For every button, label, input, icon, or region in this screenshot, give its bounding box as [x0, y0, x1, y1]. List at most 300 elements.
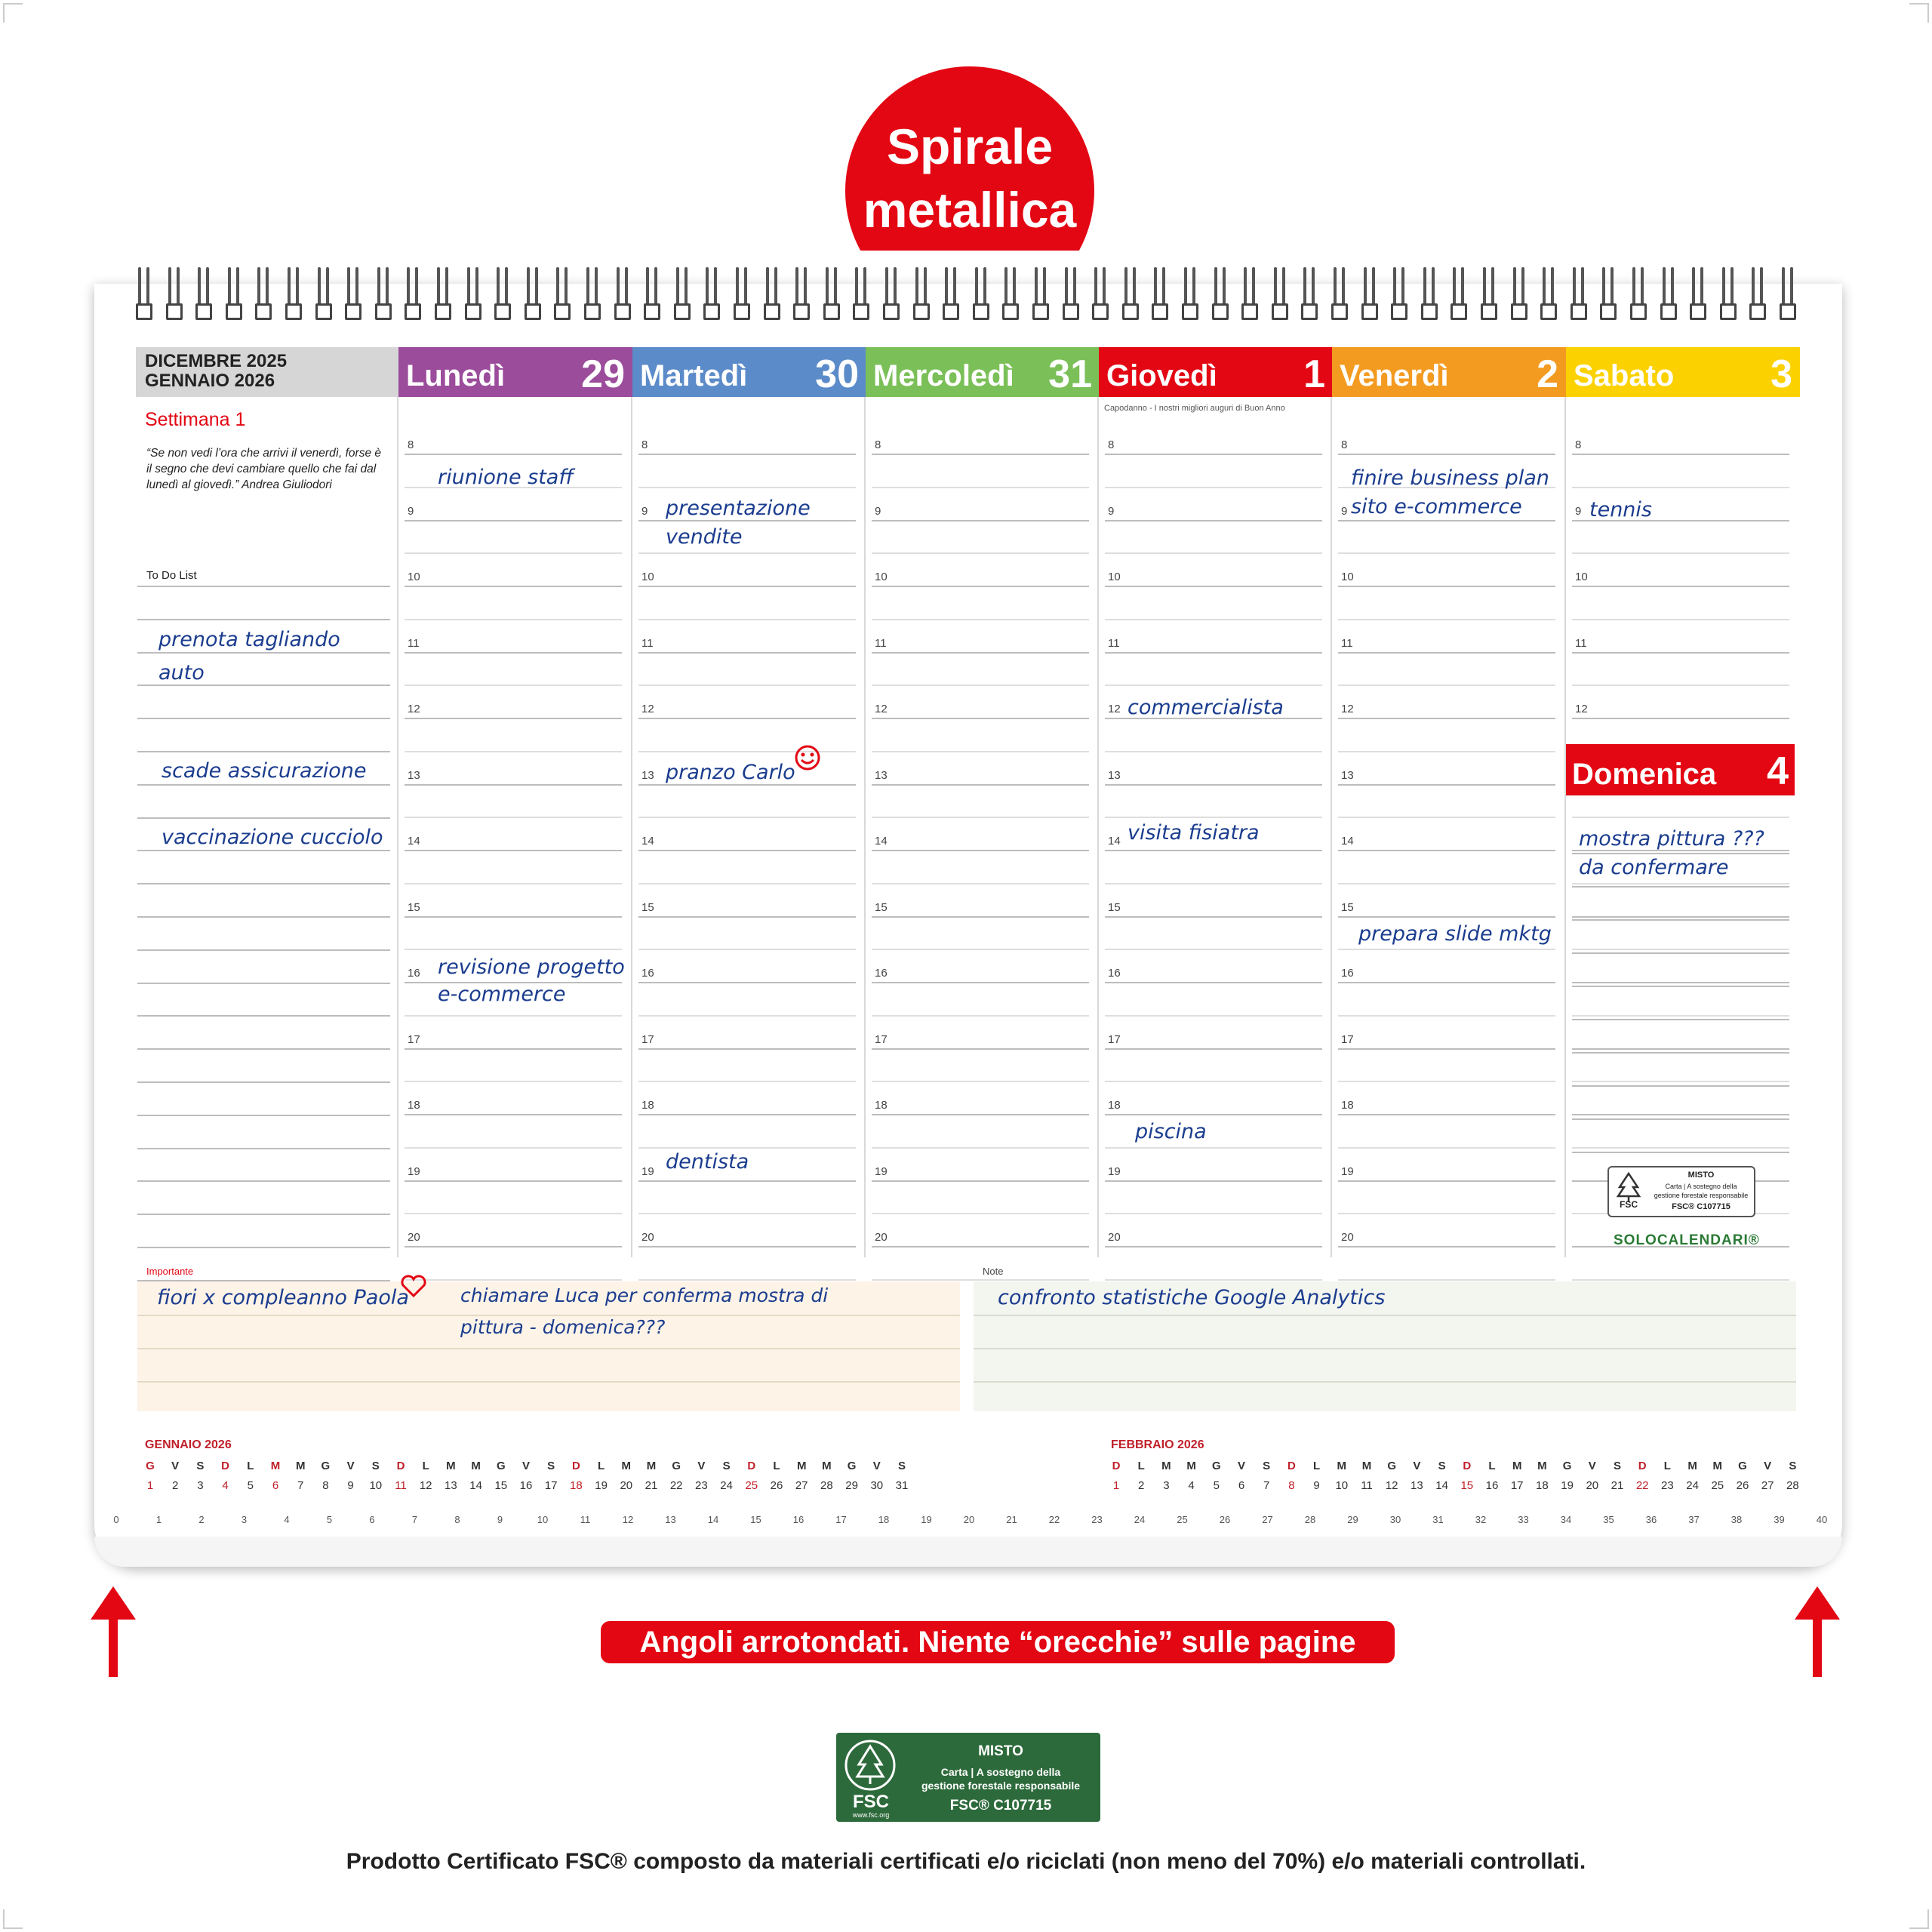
- weekday-letter: M: [446, 1460, 456, 1472]
- hour-line: [872, 487, 1089, 488]
- date-number: 13: [1411, 1479, 1423, 1492]
- ruler-tick: 32: [1475, 1514, 1487, 1525]
- todo-note: prenota tagliando: [158, 628, 340, 651]
- spiral-coil: [136, 266, 154, 331]
- hour-label: 13: [641, 768, 654, 782]
- hour-line: [872, 784, 1089, 786]
- fsc-code: FSC® C107715: [949, 1798, 1052, 1814]
- ruler-band: [94, 1537, 1842, 1567]
- hour-line: [1572, 982, 1789, 983]
- hour-line: [1572, 949, 1789, 950]
- weekday-letter: S: [897, 1460, 906, 1472]
- day-number: 29: [581, 352, 625, 396]
- hour-line: [1338, 817, 1555, 818]
- hour-line: [405, 619, 622, 620]
- handwritten-note: sito e-commerce: [1351, 495, 1522, 518]
- hour-line: [1572, 1048, 1789, 1050]
- hour-line: [1338, 552, 1555, 554]
- hour-line: [638, 1246, 856, 1247]
- ruler-tick: 28: [1304, 1514, 1316, 1525]
- hour-label: 14: [1108, 835, 1121, 848]
- date-number: 23: [695, 1479, 708, 1492]
- hour-line: [1105, 1213, 1322, 1214]
- spiral-coil: [614, 266, 632, 331]
- spiral-coil: [764, 266, 782, 331]
- date-number: 12: [1385, 1479, 1398, 1492]
- handwritten-note: commercialista: [1128, 696, 1284, 719]
- fsc-text: gestione forestale responsabile: [1654, 1192, 1749, 1199]
- hour-label: 17: [875, 1032, 888, 1046]
- day-number: 3: [1770, 352, 1792, 396]
- hour-line: [405, 685, 622, 686]
- date-number: 8: [1288, 1479, 1295, 1492]
- hour-line: [405, 586, 622, 587]
- corner-mark: [3, 1909, 23, 1929]
- column-separator: [864, 397, 866, 1257]
- ruler-tick: 39: [1774, 1514, 1785, 1525]
- hour-line: [1572, 817, 1789, 818]
- hour-label: 18: [641, 1099, 654, 1112]
- hour-line: [405, 817, 622, 818]
- sunday-line: [1572, 919, 1789, 921]
- hour-line: [1572, 883, 1789, 884]
- ruler-tick: 24: [1134, 1514, 1146, 1525]
- spiral-coil: [1241, 266, 1260, 331]
- hour-line: [872, 1114, 1089, 1115]
- corner-mark: [1909, 1909, 1929, 1929]
- hour-line: [405, 1114, 622, 1115]
- mini-calendar-weekdays: [1105, 1460, 1860, 1475]
- hour-line: [405, 1147, 622, 1149]
- hour-line: [638, 1114, 856, 1115]
- handwritten-note: finire business plan: [1351, 466, 1549, 490]
- spiral-coil: [793, 266, 811, 331]
- weekday-letter: S: [1438, 1460, 1446, 1472]
- ruler-tick: 35: [1603, 1514, 1614, 1525]
- hour-label: 20: [875, 1231, 888, 1244]
- hour-line: [638, 1081, 856, 1082]
- spiral-coil: [674, 266, 692, 331]
- day-name: Venerdì: [1340, 359, 1449, 392]
- column-separator: [1331, 397, 1332, 1257]
- date-number: 31: [895, 1479, 909, 1492]
- hour-line: [1338, 685, 1555, 686]
- hour-label: 14: [408, 835, 420, 848]
- ruler-tick: 7: [411, 1514, 418, 1525]
- hour-line: [1105, 552, 1322, 554]
- hour-label: 8: [1575, 438, 1582, 451]
- date-number: 2: [1138, 1479, 1145, 1492]
- hour-line: [405, 751, 622, 752]
- hour-label: 18: [875, 1099, 888, 1112]
- weekday-letter: V: [1413, 1460, 1421, 1472]
- important-line: [137, 1348, 960, 1349]
- date-number: 30: [870, 1479, 884, 1492]
- spiral-coil: [1272, 266, 1290, 331]
- date-number: 1: [146, 1479, 154, 1492]
- date-number: 11: [1361, 1479, 1373, 1492]
- hour-line: [1105, 850, 1322, 851]
- todo-line: [137, 916, 390, 918]
- quote: “Se non vedi l’ora che arrivi il venerdì, forse è il segno che devi cambiare quello che fai dal lunedì al giovedì.” Andrea Giuliodori: [146, 447, 382, 491]
- column-separator: [397, 397, 398, 1257]
- date-number: 20: [1586, 1479, 1599, 1492]
- handwritten-note: piscina: [1135, 1120, 1207, 1143]
- hour-line: [1338, 784, 1555, 786]
- spiral-coil: [703, 266, 721, 331]
- hour-label: 9: [1108, 504, 1115, 518]
- hour-label: 15: [1108, 900, 1121, 914]
- weekday-letter: G: [672, 1460, 681, 1472]
- weekday-letter: G: [321, 1460, 331, 1472]
- ruler-tick: 5: [326, 1514, 333, 1525]
- date-number: 10: [369, 1479, 383, 1492]
- date-number: 26: [770, 1479, 783, 1492]
- month-label-2: GENNAIO 2026: [145, 371, 275, 391]
- handwritten-note: prepara slide mktg: [1358, 922, 1552, 946]
- todo-line: [137, 1180, 390, 1182]
- spiral-coil: [1780, 266, 1798, 331]
- weekday-letter: M: [471, 1460, 481, 1472]
- hour-line: [405, 1279, 622, 1281]
- weekday-letter: V: [346, 1460, 355, 1472]
- ruler-tick: 36: [1645, 1514, 1657, 1525]
- date-number: 14: [1435, 1479, 1448, 1492]
- hour-line: [1338, 850, 1555, 851]
- hour-line: [1338, 1180, 1555, 1182]
- spiral-coil: [255, 266, 273, 331]
- date-number: 3: [1163, 1479, 1170, 1492]
- todo-line: [137, 883, 390, 884]
- weekday-letter: M: [295, 1460, 306, 1472]
- hour-line: [638, 1048, 856, 1050]
- date-number: 14: [469, 1479, 482, 1492]
- handwritten-note: dentista: [666, 1150, 749, 1174]
- hour-label: 10: [408, 571, 420, 583]
- hour-label: 10: [641, 571, 654, 583]
- hour-line: [1105, 1114, 1322, 1115]
- hour-line: [405, 652, 622, 654]
- weekday-letter: L: [247, 1460, 254, 1472]
- date-number: 19: [595, 1479, 608, 1492]
- brand-logo: SOLOCALENDARI®: [1614, 1232, 1760, 1248]
- ruler-tick: 15: [750, 1514, 761, 1525]
- hour-line: [1105, 949, 1322, 950]
- corner-mark: [1909, 3, 1929, 23]
- spiral-coil: [465, 266, 483, 331]
- date-number: 17: [544, 1479, 558, 1492]
- hour-label: 12: [641, 703, 654, 715]
- spiral-coil: [494, 266, 512, 331]
- day-name: Sabato: [1574, 359, 1675, 392]
- hour-line: [872, 883, 1089, 884]
- weekday-letter: G: [496, 1460, 506, 1472]
- hour-line: [1338, 1213, 1555, 1214]
- date-number: 5: [1213, 1479, 1220, 1492]
- weekday-letter: M: [1712, 1460, 1723, 1472]
- ruler-tick: 13: [665, 1514, 676, 1525]
- hour-line: [638, 850, 856, 851]
- hour-line: [638, 685, 856, 686]
- hour-line: [1572, 1114, 1789, 1115]
- hour-line: [1572, 454, 1789, 455]
- ruler-tick: 14: [707, 1514, 719, 1525]
- todo-line: [137, 850, 390, 851]
- handwritten-note: confronto statistiche Google Analytics: [998, 1286, 1386, 1309]
- month-label-1: DICEMBRE 2025: [145, 351, 288, 371]
- weekday-letter: M: [621, 1460, 632, 1472]
- mini-calendar-weekdays: [139, 1460, 906, 1475]
- ruler-tick: 16: [792, 1514, 804, 1525]
- hour-label: 17: [641, 1032, 654, 1046]
- hour-label: 16: [408, 967, 420, 980]
- hour-label: 15: [875, 900, 888, 914]
- hour-label: 13: [875, 768, 888, 782]
- date-number: 25: [1711, 1479, 1724, 1492]
- date-number: 20: [620, 1479, 633, 1492]
- hour-label: 15: [1341, 900, 1354, 914]
- spiral-coil: [435, 266, 453, 331]
- note-label: Note: [983, 1266, 1004, 1277]
- hour-line: [1105, 520, 1322, 521]
- todo-line: [137, 1214, 390, 1215]
- spiral-coil: [1122, 266, 1140, 331]
- spiral-badge-text: [845, 115, 1094, 242]
- date-number: 1: [1112, 1479, 1120, 1492]
- hour-line: [1572, 487, 1789, 488]
- handwritten-note: chiamare Luca per conferma mostra di: [460, 1284, 829, 1306]
- spiral-coil: [1511, 266, 1529, 331]
- date-number: 23: [1661, 1479, 1674, 1492]
- sunday-line: [1572, 853, 1789, 854]
- weekday-letter: M: [1512, 1460, 1522, 1472]
- hour-line: [872, 1279, 1089, 1281]
- hour-line: [1105, 619, 1322, 620]
- ruler-tick: 29: [1347, 1514, 1358, 1525]
- weekday-letter: M: [1687, 1460, 1697, 1472]
- weekday-letter: D: [221, 1460, 230, 1472]
- date-number: 25: [745, 1479, 758, 1492]
- hour-label: 12: [1575, 703, 1588, 715]
- weekday-letter: M: [1537, 1460, 1547, 1472]
- ruler-tick: 20: [963, 1514, 975, 1525]
- hour-label: 18: [1108, 1099, 1121, 1112]
- todo-line: [137, 619, 390, 620]
- ruler-tick: 4: [284, 1514, 290, 1525]
- holiday-note: Capodanno - I nostri migliori auguri di Buon Anno: [1104, 404, 1285, 413]
- weekday-letter: L: [1488, 1460, 1496, 1472]
- hour-line: [405, 1048, 622, 1050]
- ruler-tick: 30: [1389, 1514, 1401, 1525]
- date-number: 26: [1736, 1479, 1749, 1492]
- hour-line: [872, 586, 1089, 587]
- hour-label: 16: [1108, 967, 1121, 980]
- hour-label: 12: [875, 703, 888, 715]
- spiral-coil: [823, 266, 841, 331]
- todo-line: [137, 751, 390, 752]
- hour-line: [1338, 619, 1555, 620]
- hour-label: 10: [875, 571, 888, 583]
- spiral-coil: [853, 266, 871, 331]
- month-header: [136, 347, 398, 397]
- spiral-coil: [1092, 266, 1110, 331]
- ruler-tick: 12: [622, 1514, 634, 1525]
- spiral-coil: [883, 266, 901, 331]
- hour-label: 11: [1575, 636, 1587, 650]
- hour-label: 12: [1108, 703, 1121, 715]
- date-number: 10: [1335, 1479, 1349, 1492]
- hour-line: [1105, 1180, 1322, 1182]
- hour-line: [1338, 982, 1555, 983]
- date-number: 12: [419, 1479, 432, 1492]
- hour-line: [1572, 1279, 1789, 1281]
- weekday-letter: V: [1588, 1460, 1596, 1472]
- important-label: Importante: [146, 1266, 194, 1277]
- hour-label: 8: [1108, 438, 1115, 451]
- todo-line: [137, 1015, 390, 1017]
- sunday-line: [1572, 1019, 1789, 1020]
- hour-label: 15: [408, 900, 420, 914]
- hour-line: [1338, 1279, 1555, 1281]
- hour-label: 16: [641, 967, 654, 980]
- spiral-coil: [1361, 266, 1380, 331]
- handwritten-note: pranzo Carlo: [666, 761, 795, 784]
- hour-label: 19: [641, 1164, 654, 1178]
- date-number: 9: [347, 1479, 354, 1492]
- hour-label: 10: [1575, 571, 1588, 583]
- hour-line: [638, 1213, 856, 1214]
- date-number: 8: [322, 1479, 329, 1492]
- spiral-coil: [584, 266, 602, 331]
- spiral-coil: [525, 266, 543, 331]
- weekday-letter: M: [1337, 1460, 1347, 1472]
- spiral-coil: [1182, 266, 1200, 331]
- spiral-coil: [226, 266, 244, 331]
- ruler-tick: 10: [537, 1514, 549, 1525]
- date-number: 6: [1238, 1479, 1245, 1492]
- date-number: 27: [1761, 1479, 1774, 1492]
- todo-line: [137, 586, 390, 587]
- date-number: 22: [1635, 1479, 1649, 1492]
- hour-line: [1105, 751, 1322, 752]
- hour-line: [872, 520, 1089, 521]
- spiral-coil: [1660, 266, 1678, 331]
- weekday-letter: V: [1237, 1460, 1245, 1472]
- weekday-letter: L: [1313, 1460, 1321, 1472]
- hour-label: 8: [875, 438, 881, 451]
- date-number: 4: [1188, 1479, 1195, 1492]
- ruler-tick: 2: [198, 1514, 205, 1525]
- weekday-letter: V: [872, 1460, 881, 1472]
- badge-line-1: Spirale: [886, 118, 1054, 174]
- date-number: 7: [1263, 1479, 1270, 1492]
- weekday-letter: S: [1789, 1460, 1797, 1472]
- day-name: Giovedì: [1106, 359, 1217, 392]
- todo-line: [137, 685, 390, 686]
- hour-line: [872, 1147, 1089, 1149]
- ruler-tick: 26: [1219, 1514, 1231, 1525]
- todo-label: To Do List: [146, 569, 197, 582]
- weekday-letter: M: [796, 1460, 807, 1472]
- sunday-line: [1572, 886, 1789, 888]
- ruler-tick: 3: [241, 1514, 248, 1525]
- hour-line: [1572, 552, 1789, 554]
- spiral-coil: [1690, 266, 1708, 331]
- hour-line: [1338, 1081, 1555, 1082]
- weekday-letter: L: [422, 1460, 429, 1472]
- ruler-tick: 33: [1518, 1514, 1529, 1525]
- hour-label: 12: [408, 703, 420, 715]
- hour-line: [638, 586, 856, 587]
- spiral-coil: [554, 266, 572, 331]
- hour-label: 8: [1341, 438, 1348, 451]
- hour-line: [872, 751, 1089, 752]
- spiral-coil: [1152, 266, 1170, 331]
- hour-line: [1338, 949, 1555, 950]
- smiley-icon: [792, 743, 823, 773]
- hour-label: 20: [1108, 1231, 1121, 1244]
- sunday-line: [1572, 986, 1789, 987]
- hour-line: [638, 1015, 856, 1017]
- weekday-letter: L: [773, 1460, 780, 1472]
- hour-label: 8: [408, 438, 414, 451]
- hour-line: [638, 454, 856, 455]
- handwritten-note: pittura - domenica???: [460, 1316, 666, 1338]
- hour-label: 18: [1341, 1099, 1354, 1112]
- todo-line: [137, 1048, 390, 1050]
- hour-line: [1572, 1147, 1789, 1149]
- weekday-letter: M: [1361, 1460, 1372, 1472]
- note-line: [974, 1348, 1796, 1349]
- hour-label: 11: [1108, 636, 1120, 650]
- hour-label: 9: [875, 504, 881, 518]
- hour-line: [1338, 454, 1555, 455]
- handwritten-note: mostra pittura ???: [1579, 827, 1764, 851]
- hour-line: [1105, 487, 1322, 488]
- day-header-1: [632, 347, 866, 397]
- hour-label: 16: [875, 967, 888, 980]
- date-number: 2: [172, 1479, 179, 1492]
- spiral-coil: [734, 266, 752, 331]
- hour-label: 16: [1341, 967, 1354, 980]
- day-number: 30: [815, 352, 859, 396]
- hour-line: [405, 1213, 622, 1214]
- day-header-5: [1566, 347, 1800, 397]
- hour-line: [405, 784, 622, 786]
- hour-line: [872, 1213, 1089, 1214]
- hour-line: [405, 1015, 622, 1017]
- date-number: 28: [1786, 1479, 1799, 1492]
- spiral-coil: [1451, 266, 1469, 331]
- hour-line: [1572, 685, 1789, 686]
- weekday-letter: D: [747, 1460, 756, 1472]
- hour-line: [1105, 652, 1322, 654]
- hour-line: [872, 982, 1089, 983]
- sunday-line: [1572, 1118, 1789, 1120]
- hour-label: 9: [1575, 504, 1582, 518]
- arrow-up-icon: [91, 1586, 136, 1677]
- weekday-letter: S: [1613, 1460, 1621, 1472]
- weekday-letter: S: [196, 1460, 205, 1472]
- todo-line: [137, 1148, 390, 1149]
- hour-line: [638, 817, 856, 818]
- sunday-line: [1572, 952, 1789, 954]
- hour-line: [1105, 586, 1322, 587]
- date-number: 17: [1510, 1479, 1524, 1492]
- date-number: 6: [272, 1479, 279, 1492]
- hour-label: 11: [641, 636, 654, 650]
- weekday-letter: S: [722, 1460, 731, 1472]
